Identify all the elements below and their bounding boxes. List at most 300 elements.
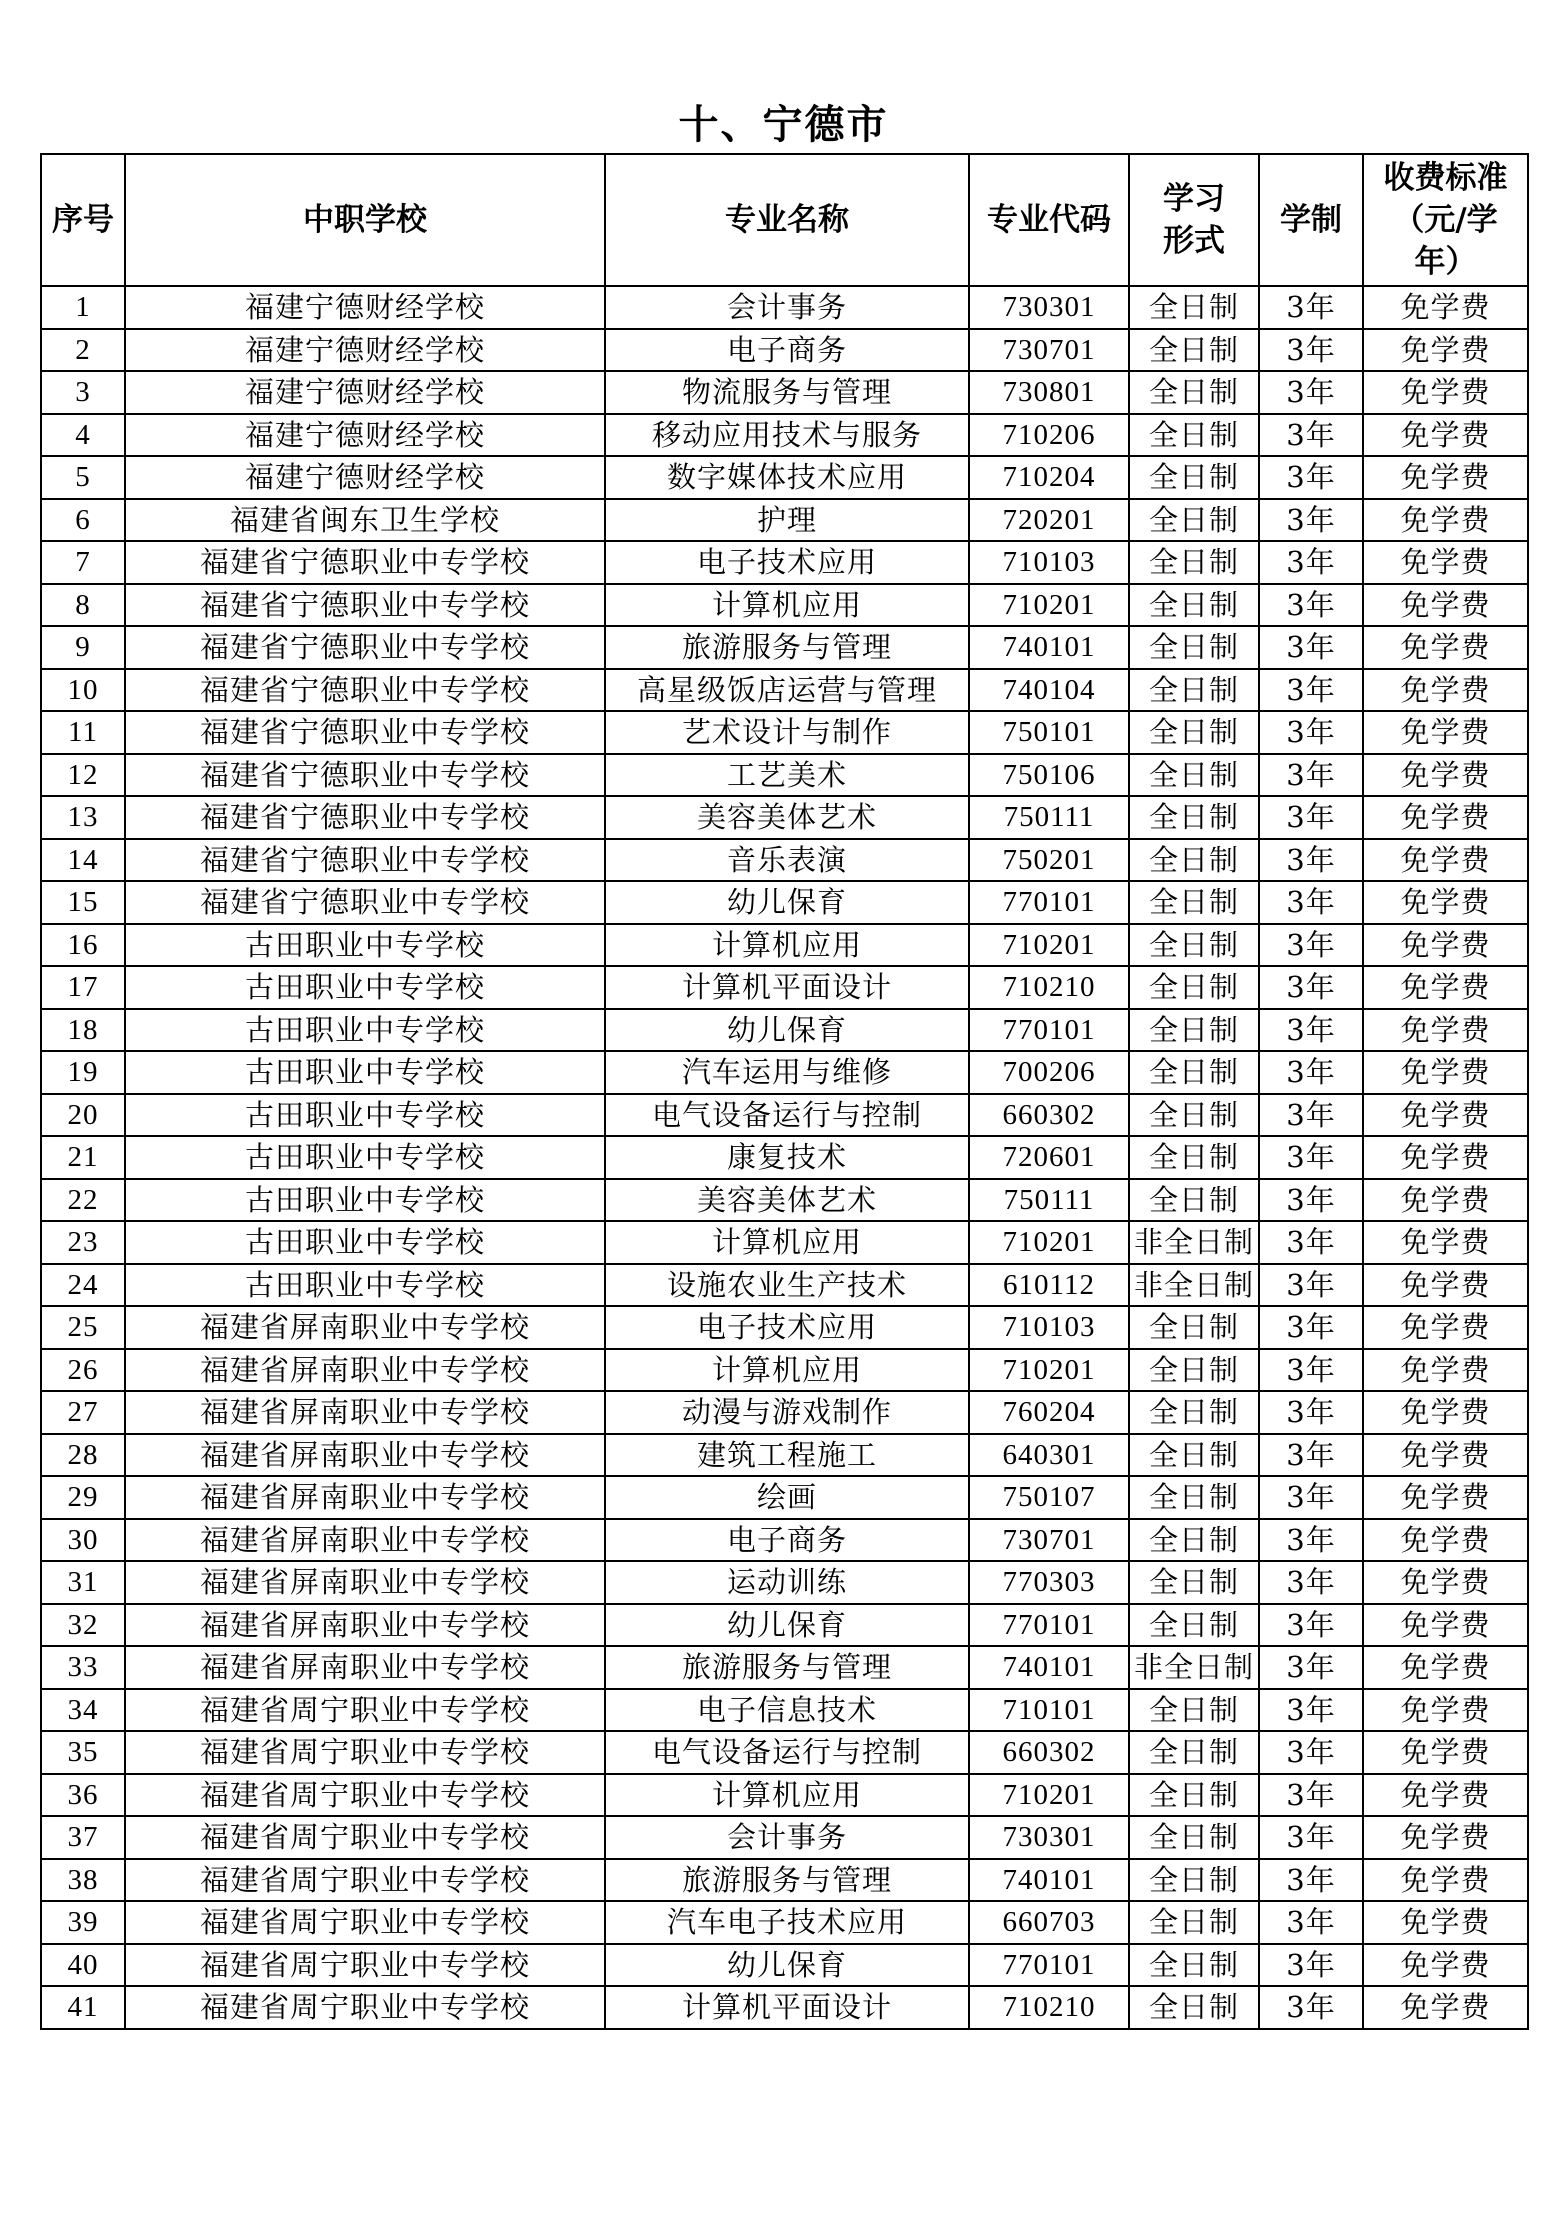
- row-major: 幼儿保育: [605, 881, 969, 924]
- row-index: 26: [41, 1349, 125, 1392]
- row-duration: 3年: [1259, 669, 1363, 712]
- header-duration: 学制: [1259, 154, 1363, 286]
- row-major: 计算机应用: [605, 924, 969, 967]
- row-major: 建筑工程施工: [605, 1434, 969, 1477]
- table-row: [41, 1901, 1528, 1944]
- row-mode: 全日制: [1129, 1476, 1259, 1519]
- row-school: 福建省宁德职业中专学校: [125, 881, 605, 924]
- row-fee: 免学费: [1363, 1136, 1528, 1179]
- row-school: 福建省屏南职业中专学校: [125, 1349, 605, 1392]
- row-major: 护理: [605, 499, 969, 542]
- row-code: 730301: [969, 286, 1129, 329]
- row-school: 福建省屏南职业中专学校: [125, 1391, 605, 1434]
- table-row: [41, 966, 1528, 1009]
- row-mode: 全日制: [1129, 1306, 1259, 1349]
- row-duration: 3年: [1259, 1051, 1363, 1094]
- row-fee: 免学费: [1363, 329, 1528, 372]
- row-fee: 免学费: [1363, 1179, 1528, 1222]
- row-fee: 免学费: [1363, 1221, 1528, 1264]
- row-mode: 全日制: [1129, 924, 1259, 967]
- row-school: 古田职业中专学校: [125, 1264, 605, 1307]
- row-mode: 全日制: [1129, 966, 1259, 1009]
- table-row: [41, 371, 1528, 414]
- table-row: [41, 881, 1528, 924]
- row-duration: 3年: [1259, 1434, 1363, 1477]
- row-duration: 3年: [1259, 584, 1363, 627]
- row-fee: 免学费: [1363, 1604, 1528, 1647]
- row-index: 32: [41, 1604, 125, 1647]
- row-duration: 3年: [1259, 626, 1363, 669]
- row-mode: 全日制: [1129, 1136, 1259, 1179]
- row-school: 福建省宁德职业中专学校: [125, 541, 605, 584]
- row-code: 740101: [969, 1646, 1129, 1689]
- row-index: 24: [41, 1264, 125, 1307]
- row-fee: 免学费: [1363, 1051, 1528, 1094]
- row-code: 760204: [969, 1391, 1129, 1434]
- row-fee: 免学费: [1363, 1816, 1528, 1859]
- row-major: 电气设备运行与控制: [605, 1094, 969, 1137]
- row-school: 福建省周宁职业中专学校: [125, 1901, 605, 1944]
- row-code: 660302: [969, 1731, 1129, 1774]
- row-duration: 3年: [1259, 1561, 1363, 1604]
- row-school: 福建省周宁职业中专学校: [125, 1859, 605, 1902]
- table-row: [41, 1519, 1528, 1562]
- table-row: [41, 1094, 1528, 1137]
- row-duration: 3年: [1259, 1391, 1363, 1434]
- table-row: [41, 286, 1528, 329]
- row-duration: 3年: [1259, 1136, 1363, 1179]
- row-major: 旅游服务与管理: [605, 1859, 969, 1902]
- row-mode: 全日制: [1129, 1519, 1259, 1562]
- row-index: 9: [41, 626, 125, 669]
- row-mode: 全日制: [1129, 1179, 1259, 1222]
- row-code: 740104: [969, 669, 1129, 712]
- row-code: 710210: [969, 1986, 1129, 2029]
- row-mode: 全日制: [1129, 754, 1259, 797]
- row-school: 福建省周宁职业中专学校: [125, 1774, 605, 1817]
- row-index: 20: [41, 1094, 125, 1137]
- row-fee: 免学费: [1363, 1519, 1528, 1562]
- row-major: 会计事务: [605, 286, 969, 329]
- row-duration: 3年: [1259, 1221, 1363, 1264]
- table-header-row: [41, 154, 1528, 286]
- row-fee: 免学费: [1363, 1561, 1528, 1604]
- row-school: 福建省屏南职业中专学校: [125, 1519, 605, 1562]
- row-major: 设施农业生产技术: [605, 1264, 969, 1307]
- row-code: 710201: [969, 1349, 1129, 1392]
- row-school: 古田职业中专学校: [125, 1009, 605, 1052]
- row-fee: 免学费: [1363, 1391, 1528, 1434]
- row-index: 27: [41, 1391, 125, 1434]
- row-duration: 3年: [1259, 1349, 1363, 1392]
- row-duration: 3年: [1259, 1901, 1363, 1944]
- table-row: [41, 1774, 1528, 1817]
- row-major: 动漫与游戏制作: [605, 1391, 969, 1434]
- row-school: 福建省屏南职业中专学校: [125, 1604, 605, 1647]
- row-duration: 3年: [1259, 1731, 1363, 1774]
- row-duration: 3年: [1259, 1179, 1363, 1222]
- row-fee: 免学费: [1363, 839, 1528, 882]
- row-major: 汽车运用与维修: [605, 1051, 969, 1094]
- row-code: 660703: [969, 1901, 1129, 1944]
- row-major: 音乐表演: [605, 839, 969, 882]
- row-major: 汽车电子技术应用: [605, 1901, 969, 1944]
- row-school: 古田职业中专学校: [125, 966, 605, 1009]
- row-major: 康复技术: [605, 1136, 969, 1179]
- row-code: 770101: [969, 1944, 1129, 1987]
- row-code: 770101: [969, 1009, 1129, 1052]
- row-major: 旅游服务与管理: [605, 626, 969, 669]
- row-mode: 全日制: [1129, 286, 1259, 329]
- row-duration: 3年: [1259, 499, 1363, 542]
- row-code: 710201: [969, 1221, 1129, 1264]
- row-major: 移动应用技术与服务: [605, 414, 969, 457]
- row-code: 730701: [969, 1519, 1129, 1562]
- row-duration: 3年: [1259, 711, 1363, 754]
- row-mode: 全日制: [1129, 329, 1259, 372]
- row-fee: 免学费: [1363, 456, 1528, 499]
- row-index: 23: [41, 1221, 125, 1264]
- row-major: 电子技术应用: [605, 1306, 969, 1349]
- row-mode: 全日制: [1129, 499, 1259, 542]
- row-code: 640301: [969, 1434, 1129, 1477]
- row-fee: 免学费: [1363, 626, 1528, 669]
- row-code: 750106: [969, 754, 1129, 797]
- table-row: [41, 499, 1528, 542]
- row-school: 福建省周宁职业中专学校: [125, 1689, 605, 1732]
- row-code: 710201: [969, 584, 1129, 627]
- row-mode: 全日制: [1129, 414, 1259, 457]
- row-code: 710201: [969, 924, 1129, 967]
- row-major: 数字媒体技术应用: [605, 456, 969, 499]
- row-duration: 3年: [1259, 1944, 1363, 1987]
- row-fee: 免学费: [1363, 669, 1528, 712]
- row-index: 2: [41, 329, 125, 372]
- row-duration: 3年: [1259, 754, 1363, 797]
- row-fee: 免学费: [1363, 499, 1528, 542]
- row-index: 25: [41, 1306, 125, 1349]
- row-duration: 3年: [1259, 1816, 1363, 1859]
- row-code: 750111: [969, 796, 1129, 839]
- row-school: 福建省屏南职业中专学校: [125, 1561, 605, 1604]
- row-fee: 免学费: [1363, 414, 1528, 457]
- row-mode: 非全日制: [1129, 1221, 1259, 1264]
- row-school: 福建省宁德职业中专学校: [125, 796, 605, 839]
- header-index: 序号: [41, 154, 125, 286]
- row-mode: 全日制: [1129, 1094, 1259, 1137]
- row-mode: 全日制: [1129, 1009, 1259, 1052]
- table-row: [41, 839, 1528, 882]
- row-fee: 免学费: [1363, 1689, 1528, 1732]
- row-fee: 免学费: [1363, 1476, 1528, 1519]
- table-row: [41, 414, 1528, 457]
- row-index: 22: [41, 1179, 125, 1222]
- row-school: 福建宁德财经学校: [125, 371, 605, 414]
- table-row: [41, 1561, 1528, 1604]
- row-index: 5: [41, 456, 125, 499]
- row-mode: 全日制: [1129, 881, 1259, 924]
- table-row: [41, 1986, 1528, 2029]
- row-major: 计算机平面设计: [605, 1986, 969, 2029]
- row-major: 高星级饭店运营与管理: [605, 669, 969, 712]
- row-school: 古田职业中专学校: [125, 1051, 605, 1094]
- table-row: [41, 711, 1528, 754]
- table-row: [41, 1646, 1528, 1689]
- row-duration: 3年: [1259, 456, 1363, 499]
- row-mode: 全日制: [1129, 796, 1259, 839]
- row-code: 730301: [969, 1816, 1129, 1859]
- row-mode: 全日制: [1129, 1859, 1259, 1902]
- row-index: 4: [41, 414, 125, 457]
- row-school: 福建省周宁职业中专学校: [125, 1986, 605, 2029]
- header-mode: 学习形式: [1129, 154, 1259, 286]
- row-code: 740101: [969, 626, 1129, 669]
- table-row: [41, 1434, 1528, 1477]
- row-mode: 全日制: [1129, 669, 1259, 712]
- header-major: 专业名称: [605, 154, 969, 286]
- row-fee: 免学费: [1363, 711, 1528, 754]
- row-major: 计算机应用: [605, 584, 969, 627]
- row-fee: 免学费: [1363, 754, 1528, 797]
- row-duration: 3年: [1259, 966, 1363, 1009]
- row-code: 720201: [969, 499, 1129, 542]
- row-major: 电子商务: [605, 329, 969, 372]
- table-row: [41, 1391, 1528, 1434]
- row-mode: 全日制: [1129, 371, 1259, 414]
- row-fee: 免学费: [1363, 1944, 1528, 1987]
- row-index: 16: [41, 924, 125, 967]
- row-major: 美容美体艺术: [605, 796, 969, 839]
- row-mode: 全日制: [1129, 1051, 1259, 1094]
- table-row: [41, 1009, 1528, 1052]
- table-row: [41, 329, 1528, 372]
- row-school: 福建省宁德职业中专学校: [125, 584, 605, 627]
- row-code: 710210: [969, 966, 1129, 1009]
- row-fee: 免学费: [1363, 1646, 1528, 1689]
- row-code: 710201: [969, 1774, 1129, 1817]
- row-major: 艺术设计与制作: [605, 711, 969, 754]
- row-duration: 3年: [1259, 839, 1363, 882]
- row-mode: 全日制: [1129, 1986, 1259, 2029]
- row-major: 运动训练: [605, 1561, 969, 1604]
- row-fee: 免学费: [1363, 966, 1528, 1009]
- header-fee: 收费标准（元/学年）: [1363, 154, 1528, 286]
- row-major: 幼儿保育: [605, 1944, 969, 1987]
- row-major: 计算机应用: [605, 1221, 969, 1264]
- row-fee: 免学费: [1363, 1774, 1528, 1817]
- row-duration: 3年: [1259, 1306, 1363, 1349]
- row-duration: 3年: [1259, 796, 1363, 839]
- row-major: 幼儿保育: [605, 1009, 969, 1052]
- row-code: 770101: [969, 881, 1129, 924]
- row-code: 750101: [969, 711, 1129, 754]
- row-index: 15: [41, 881, 125, 924]
- row-school: 福建省闽东卫生学校: [125, 499, 605, 542]
- row-code: 700206: [969, 1051, 1129, 1094]
- row-index: 38: [41, 1859, 125, 1902]
- row-school: 福建省屏南职业中专学校: [125, 1476, 605, 1519]
- table-row: [41, 1264, 1528, 1307]
- row-index: 39: [41, 1901, 125, 1944]
- row-index: 40: [41, 1944, 125, 1987]
- row-mode: 全日制: [1129, 1434, 1259, 1477]
- row-fee: 免学费: [1363, 1434, 1528, 1477]
- table-row: [41, 1604, 1528, 1647]
- row-school: 古田职业中专学校: [125, 1221, 605, 1264]
- row-fee: 免学费: [1363, 286, 1528, 329]
- table-row: [41, 1051, 1528, 1094]
- row-mode: 全日制: [1129, 1391, 1259, 1434]
- row-mode: 全日制: [1129, 1774, 1259, 1817]
- row-school: 福建省宁德职业中专学校: [125, 754, 605, 797]
- row-school: 福建宁德财经学校: [125, 414, 605, 457]
- row-index: 7: [41, 541, 125, 584]
- row-school: 福建省宁德职业中专学校: [125, 839, 605, 882]
- row-mode: 全日制: [1129, 1561, 1259, 1604]
- row-fee: 免学费: [1363, 924, 1528, 967]
- row-index: 19: [41, 1051, 125, 1094]
- row-school: 福建省周宁职业中专学校: [125, 1731, 605, 1774]
- row-duration: 3年: [1259, 1646, 1363, 1689]
- table-row: [41, 626, 1528, 669]
- row-school: 福建省周宁职业中专学校: [125, 1944, 605, 1987]
- row-fee: 免学费: [1363, 584, 1528, 627]
- row-index: 14: [41, 839, 125, 882]
- row-school: 福建宁德财经学校: [125, 286, 605, 329]
- row-index: 8: [41, 584, 125, 627]
- row-major: 电子信息技术: [605, 1689, 969, 1732]
- row-major: 会计事务: [605, 1816, 969, 1859]
- row-school: 古田职业中专学校: [125, 924, 605, 967]
- row-duration: 3年: [1259, 1009, 1363, 1052]
- row-mode: 非全日制: [1129, 1264, 1259, 1307]
- row-index: 13: [41, 796, 125, 839]
- table-row: [41, 1306, 1528, 1349]
- row-code: 660302: [969, 1094, 1129, 1137]
- row-fee: 免学费: [1363, 1859, 1528, 1902]
- row-mode: 全日制: [1129, 711, 1259, 754]
- row-index: 36: [41, 1774, 125, 1817]
- row-school: 古田职业中专学校: [125, 1136, 605, 1179]
- table-row: [41, 754, 1528, 797]
- row-code: 710204: [969, 456, 1129, 499]
- table-row: [41, 1349, 1528, 1392]
- row-major: 计算机应用: [605, 1774, 969, 1817]
- row-major: 旅游服务与管理: [605, 1646, 969, 1689]
- row-duration: 3年: [1259, 1859, 1363, 1902]
- row-index: 21: [41, 1136, 125, 1179]
- row-major: 幼儿保育: [605, 1604, 969, 1647]
- table-row: [41, 1731, 1528, 1774]
- row-school: 古田职业中专学校: [125, 1094, 605, 1137]
- row-major: 计算机平面设计: [605, 966, 969, 1009]
- row-duration: 3年: [1259, 414, 1363, 457]
- row-mode: 全日制: [1129, 1349, 1259, 1392]
- table-row: [41, 541, 1528, 584]
- row-mode: 全日制: [1129, 584, 1259, 627]
- row-mode: 全日制: [1129, 1731, 1259, 1774]
- row-mode: 全日制: [1129, 626, 1259, 669]
- row-code: 710103: [969, 541, 1129, 584]
- row-school: 福建省宁德职业中专学校: [125, 626, 605, 669]
- row-mode: 全日制: [1129, 541, 1259, 584]
- row-duration: 3年: [1259, 1774, 1363, 1817]
- table-row: [41, 1944, 1528, 1987]
- row-duration: 3年: [1259, 1689, 1363, 1732]
- row-duration: 3年: [1259, 329, 1363, 372]
- row-fee: 免学费: [1363, 371, 1528, 414]
- row-index: 37: [41, 1816, 125, 1859]
- row-code: 750201: [969, 839, 1129, 882]
- row-duration: 3年: [1259, 541, 1363, 584]
- row-mode: 非全日制: [1129, 1646, 1259, 1689]
- row-mode: 全日制: [1129, 1901, 1259, 1944]
- row-fee: 免学费: [1363, 1349, 1528, 1392]
- row-index: 17: [41, 966, 125, 1009]
- row-school: 福建省屏南职业中专学校: [125, 1646, 605, 1689]
- row-code: 710103: [969, 1306, 1129, 1349]
- row-major: 计算机应用: [605, 1349, 969, 1392]
- row-school: 福建省屏南职业中专学校: [125, 1434, 605, 1477]
- row-fee: 免学费: [1363, 1986, 1528, 2029]
- row-major: 电子技术应用: [605, 541, 969, 584]
- row-index: 31: [41, 1561, 125, 1604]
- row-mode: 全日制: [1129, 1604, 1259, 1647]
- row-mode: 全日制: [1129, 456, 1259, 499]
- row-index: 28: [41, 1434, 125, 1477]
- row-duration: 3年: [1259, 1604, 1363, 1647]
- row-code: 750107: [969, 1476, 1129, 1519]
- row-school: 福建省宁德职业中专学校: [125, 669, 605, 712]
- row-mode: 全日制: [1129, 1689, 1259, 1732]
- row-school: 福建省宁德职业中专学校: [125, 711, 605, 754]
- row-duration: 3年: [1259, 1519, 1363, 1562]
- row-index: 33: [41, 1646, 125, 1689]
- row-duration: 3年: [1259, 1476, 1363, 1519]
- row-code: 750111: [969, 1179, 1129, 1222]
- row-mode: 全日制: [1129, 1816, 1259, 1859]
- row-fee: 免学费: [1363, 1264, 1528, 1307]
- row-major: 电气设备运行与控制: [605, 1731, 969, 1774]
- row-school: 古田职业中专学校: [125, 1179, 605, 1222]
- row-duration: 3年: [1259, 881, 1363, 924]
- row-fee: 免学费: [1363, 1731, 1528, 1774]
- table-body: [41, 286, 1528, 2029]
- table-row: [41, 1859, 1528, 1902]
- row-mode: 全日制: [1129, 1944, 1259, 1987]
- header-code: 专业代码: [969, 154, 1129, 286]
- table-row: [41, 796, 1528, 839]
- row-fee: 免学费: [1363, 1306, 1528, 1349]
- row-index: 34: [41, 1689, 125, 1732]
- row-index: 29: [41, 1476, 125, 1519]
- table-row: [41, 1476, 1528, 1519]
- table-row: [41, 584, 1528, 627]
- table-row: [41, 1221, 1528, 1264]
- row-duration: 3年: [1259, 371, 1363, 414]
- row-school: 福建省周宁职业中专学校: [125, 1816, 605, 1859]
- table-row: [41, 669, 1528, 712]
- row-duration: 3年: [1259, 1094, 1363, 1137]
- row-code: 730701: [969, 329, 1129, 372]
- school-table: [40, 153, 1529, 2030]
- row-index: 3: [41, 371, 125, 414]
- row-code: 770101: [969, 1604, 1129, 1647]
- row-index: 30: [41, 1519, 125, 1562]
- row-major: 物流服务与管理: [605, 371, 969, 414]
- row-duration: 3年: [1259, 1264, 1363, 1307]
- row-fee: 免学费: [1363, 796, 1528, 839]
